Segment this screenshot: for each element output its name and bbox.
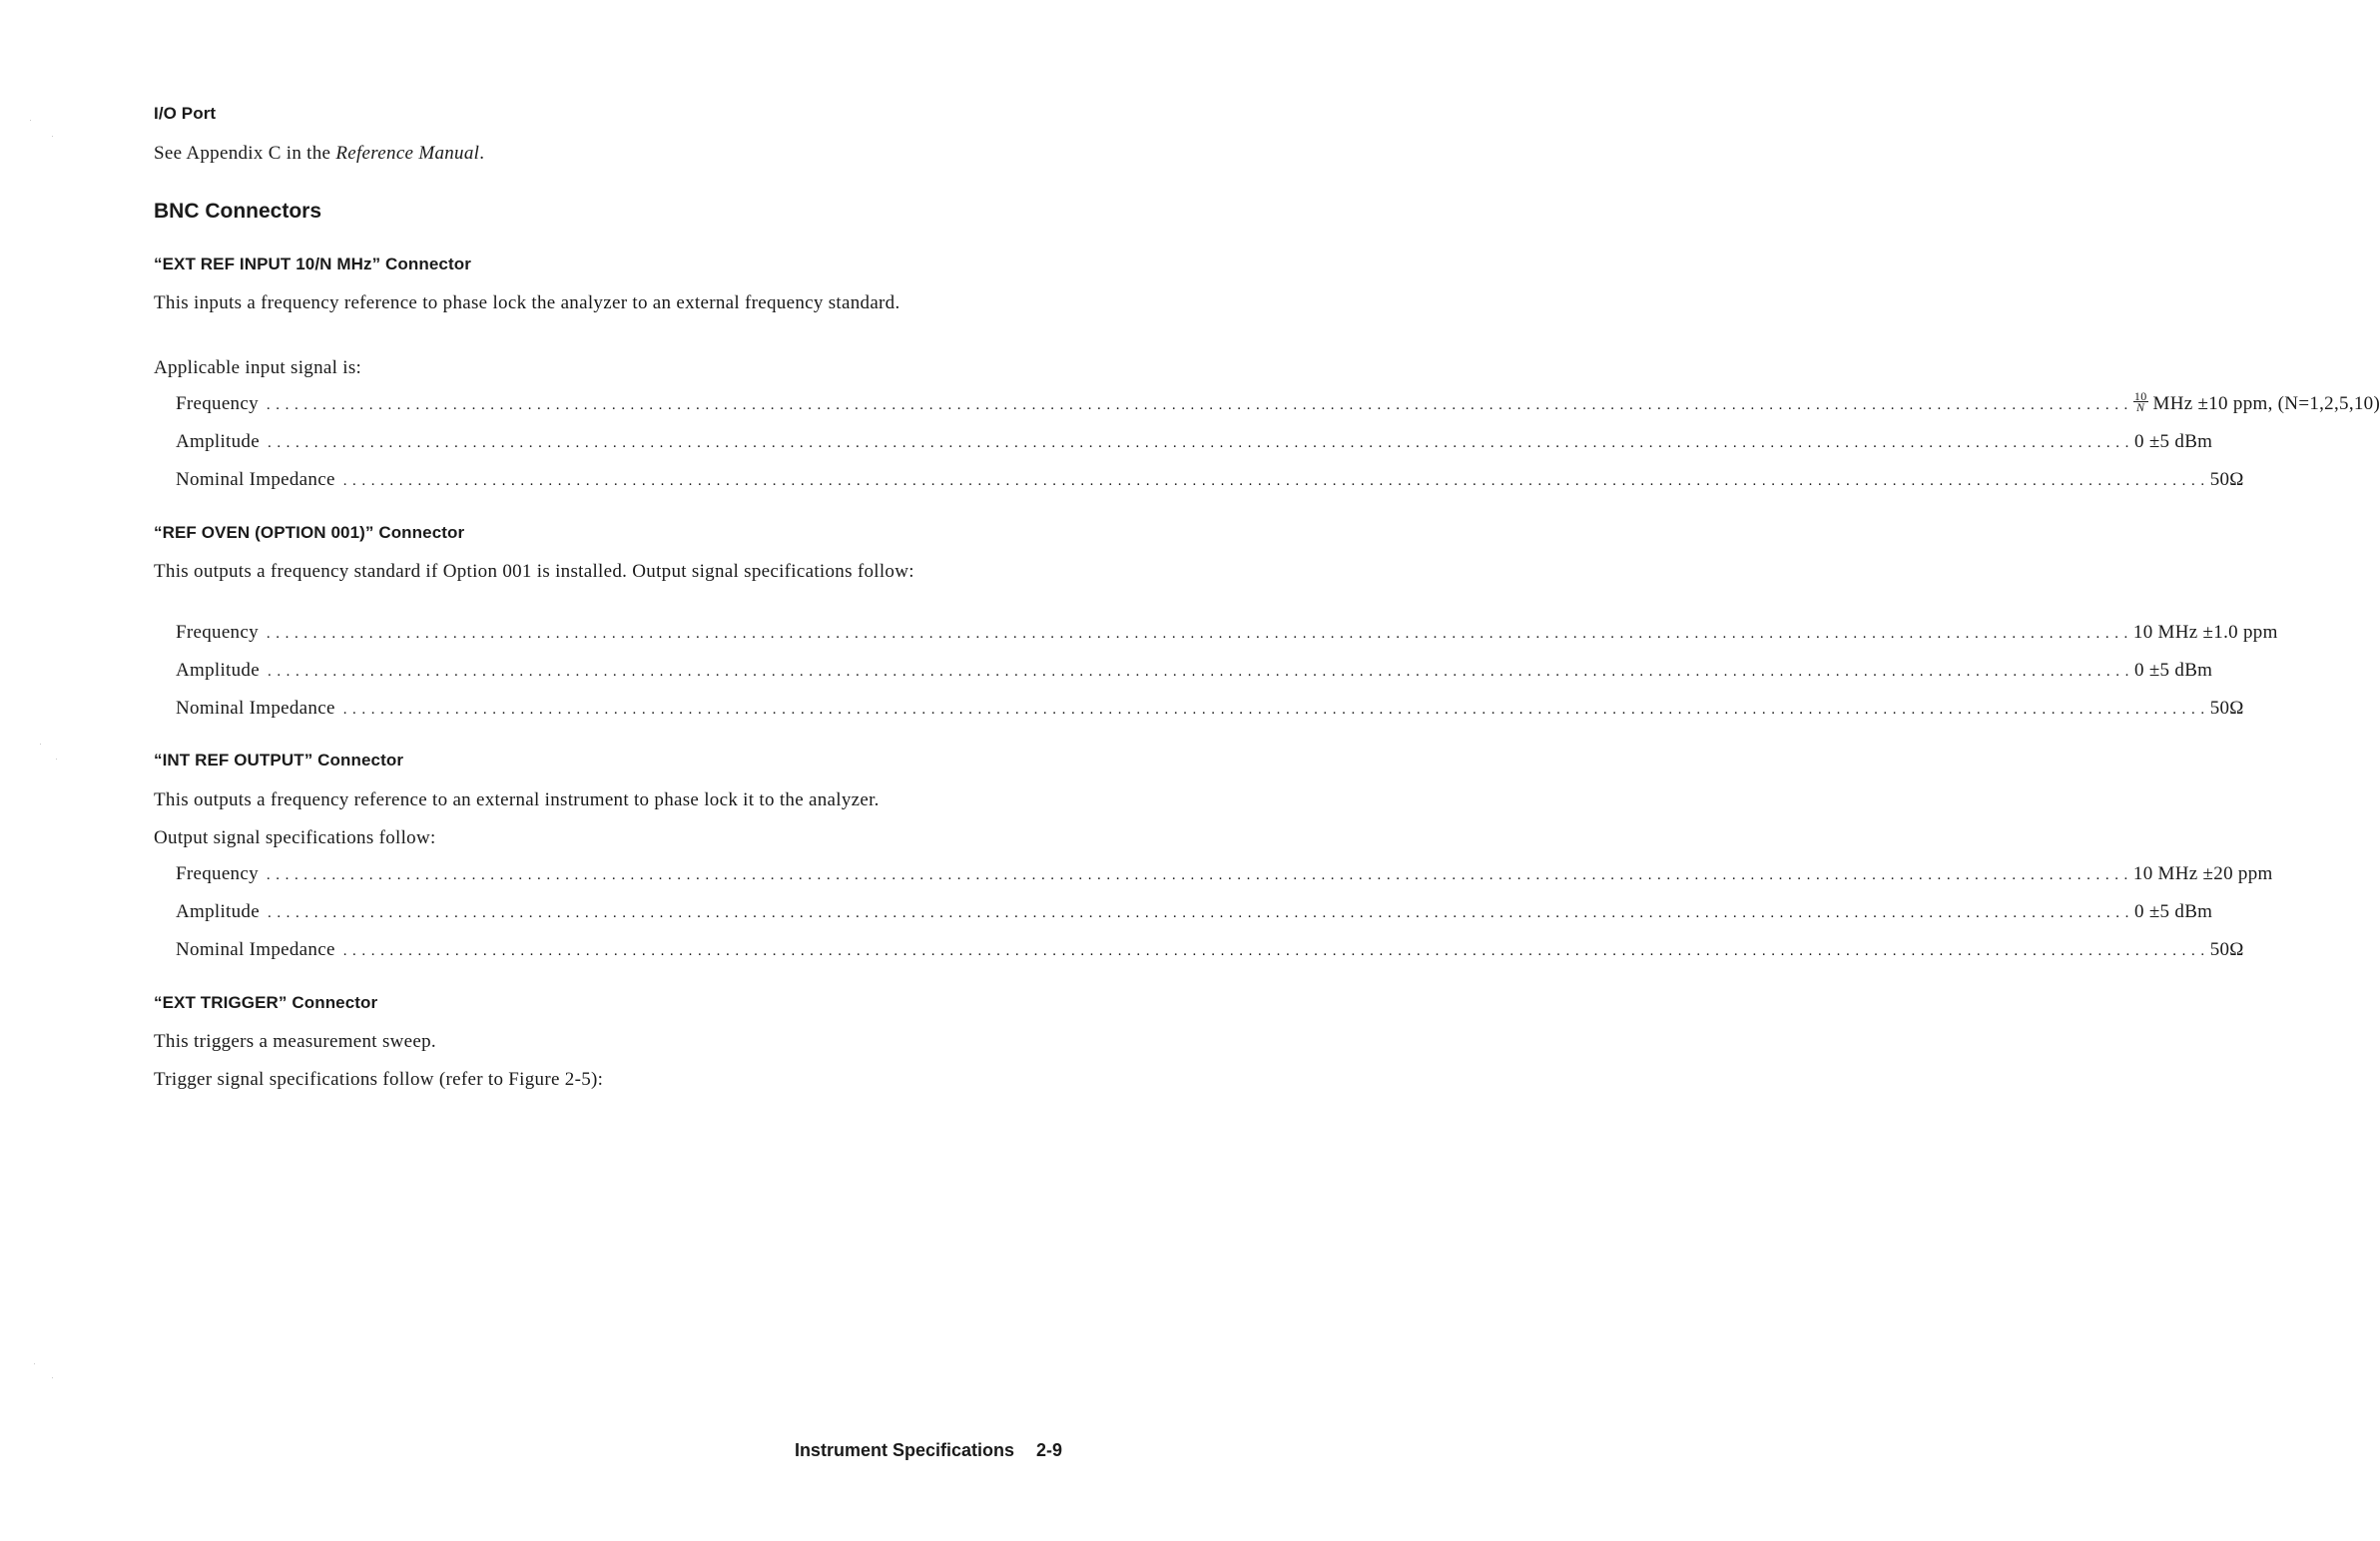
scan-speck [34,1363,35,1364]
dot-leader: ........................................................................................................................................................................................................ [266,397,2133,413]
spec-row [176,431,2213,455]
spec-label: Nominal Impedance [176,939,335,960]
int-ref-output-description: This outputs a frequency reference to an external instrument to phase lock it to the analyzer. [154,789,880,810]
spec-row [176,901,2213,925]
int-ref-output-heading: “INT REF OUTPUT” Connector [154,751,404,770]
spec-label: Frequency [176,393,259,414]
scan-speck [30,120,31,121]
spec-value: 50Ω [2209,698,2244,719]
scan-speck [52,1377,53,1378]
spec-value: 50Ω [2209,469,2244,490]
ext-trigger-description: This triggers a measurement sweep. [154,1031,436,1052]
spec-value: 0 ±5 dBm [2133,901,2213,922]
footer-section-title: Instrument Specifications [794,1440,1014,1460]
page-number: 2-9 [1035,1440,1062,1460]
page-footer [795,1440,1062,1461]
spec-row [176,863,2273,887]
spec-value: 50Ω [2209,939,2244,960]
dot-leader: ........................................................................................................................................................................................................ [342,473,2210,489]
scan-speck [40,744,41,745]
spec-label: Frequency [176,863,259,884]
dot-leader: ........................................................................................................................................................................................................ [266,867,2133,883]
io-port-text: See Appendix C in the Reference Manual. [154,143,485,164]
spec-row [176,389,2380,417]
bnc-connectors-heading: BNC Connectors [154,200,322,223]
ext-trigger-intro: Trigger signal specifications follow (refer to Figure 2-5): [154,1069,604,1090]
spec-row [176,698,2244,722]
ext-ref-input-heading: “EXT REF INPUT 10/N MHz” Connector [154,255,471,273]
spec-label: Amplitude [176,901,260,922]
spec-value: $\frac{10}{N}$ MHz ±10 ppm, (N=1,2,5,10) [2133,389,2380,415]
ref-oven-heading: “REF OVEN (OPTION 001)” Connector [154,523,465,542]
ext-trigger-heading: “EXT TRIGGER” Connector [154,993,378,1012]
ext-ref-input-description: This inputs a frequency reference to phase lock the analyzer to an external frequency standard. [154,292,900,313]
dot-leader: ........................................................................................................................................................................................................ [267,664,2134,680]
spec-value: 10 MHz ±1.0 ppm [2132,622,2278,643]
dot-leader: ........................................................................................................................................................................................................ [342,943,2210,959]
spec-label: Frequency [176,622,259,643]
spec-value: 0 ±5 dBm [2133,660,2213,681]
dot-leader: ........................................................................................................................................................................................................ [266,626,2133,642]
scan-speck [56,759,57,760]
spec-label: Nominal Impedance [176,698,335,719]
spec-row [176,469,2244,493]
reference-manual-title: Reference Manual [335,143,480,164]
dot-leader: ........................................................................................................................................................................................................ [342,702,2210,718]
int-ref-output-intro: Output signal specifications follow: [154,827,436,848]
spec-value: 10 MHz ±20 ppm [2132,863,2273,884]
spec-label: Amplitude [176,431,260,452]
spec-label: Nominal Impedance [176,469,335,490]
spec-label: Amplitude [176,660,260,681]
spec-row [176,622,2278,646]
spec-row [176,660,2213,684]
ext-ref-input-intro: Applicable input signal is: [154,357,362,378]
dot-leader: ........................................................................................................................................................................................................ [267,435,2134,451]
scan-speck [52,136,53,137]
spec-value: 0 ±5 dBm [2133,431,2213,452]
spec-row [176,939,2244,963]
io-port-heading: I/O Port [154,104,217,123]
ref-oven-description: This outputs a frequency standard if Option 001 is installed. Output signal specifications follow: [154,561,914,582]
fraction-10-over-n: $\frac{10}{N}$ [2133,389,2147,415]
dot-leader: ........................................................................................................................................................................................................ [267,905,2134,921]
